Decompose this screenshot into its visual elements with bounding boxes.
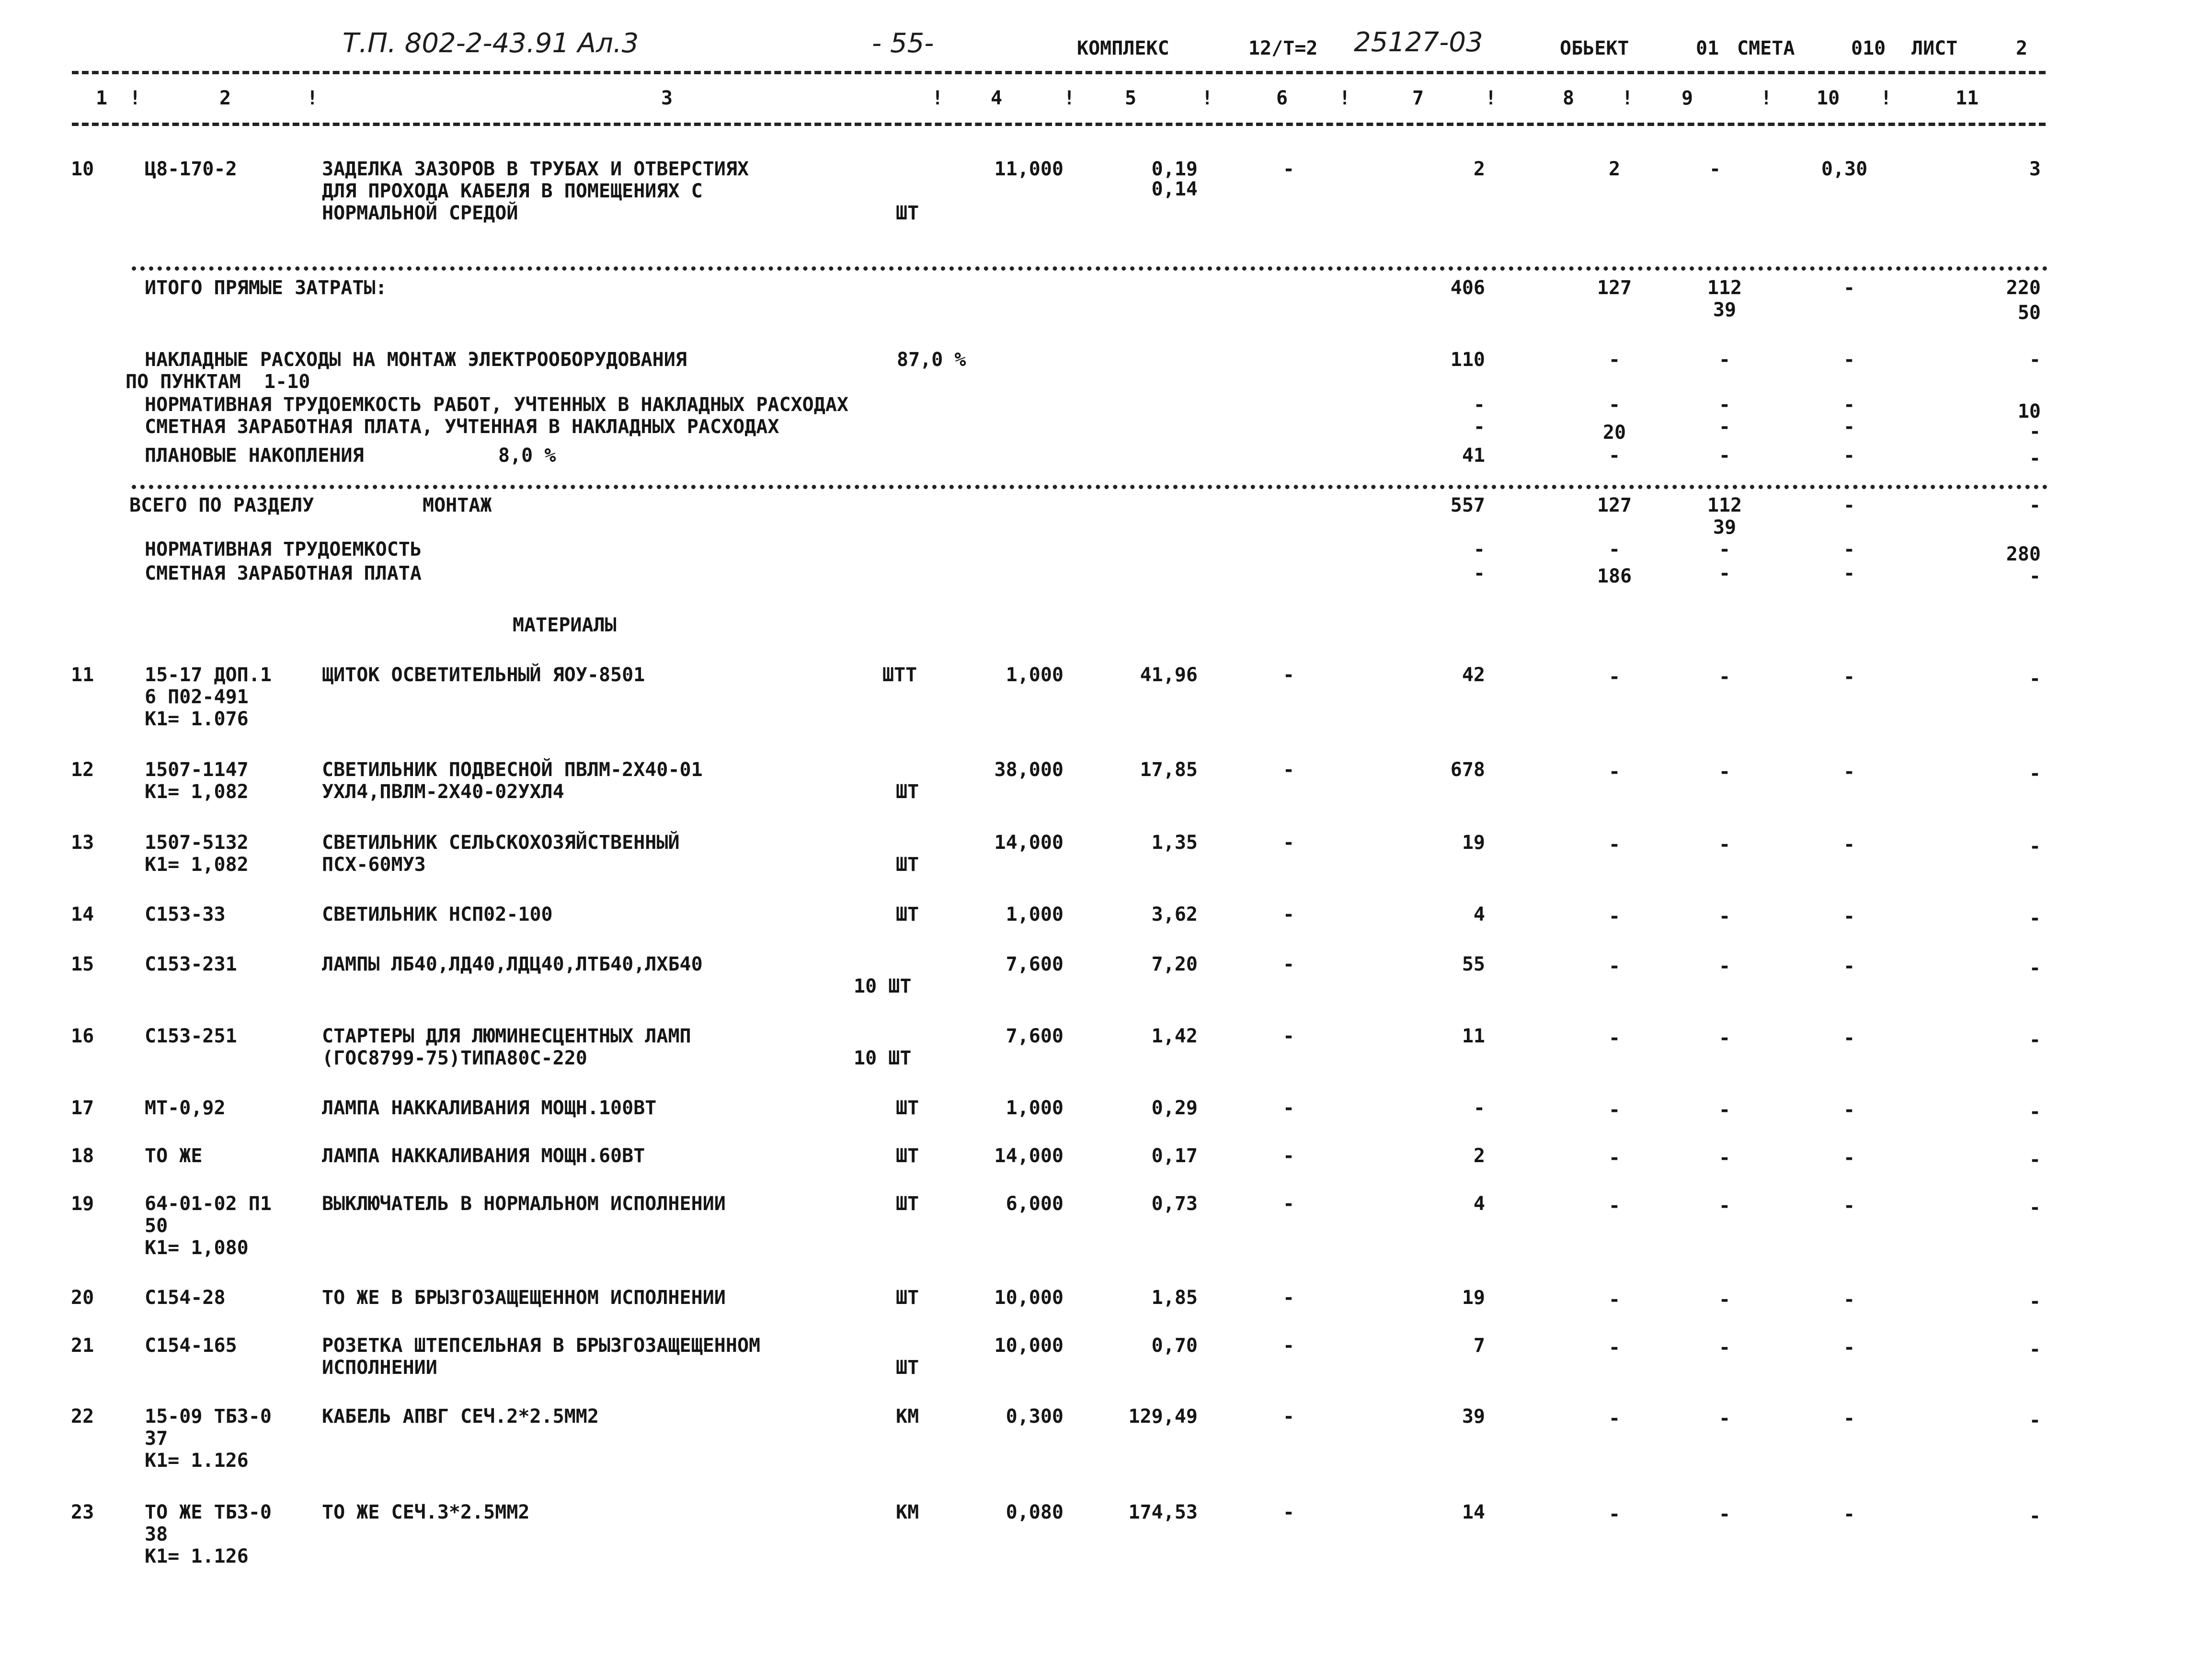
row-unit: КМ	[896, 1406, 919, 1428]
row-quantity: 10,000	[994, 1335, 1064, 1357]
row-unit: ШТ	[896, 1145, 919, 1167]
row-unit-price: 7,20	[1151, 953, 1198, 975]
row-unit: 10 ШТ	[854, 1047, 912, 1069]
row-unit: ШТ	[896, 202, 919, 224]
cell-col10: -	[1843, 834, 1855, 856]
row-unit: ШТ	[896, 903, 919, 926]
row-code: 64-01-02 П1	[145, 1193, 272, 1215]
cell-col11: -	[2029, 907, 2041, 929]
wage-total-label: СМЕТНАЯ ЗАРАБОТНАЯ ПЛАТА	[145, 562, 422, 584]
row-quantity: 14,000	[994, 832, 1064, 854]
row-code: 15-17 ДОП.1	[145, 664, 272, 686]
col-separator: !	[129, 87, 141, 109]
row-code: С153-33	[145, 903, 226, 926]
wage-overhead-col10: -	[1843, 416, 1855, 438]
col-number: 4	[991, 87, 1003, 109]
cell-col11: -	[2029, 1149, 2041, 1171]
row-unit-price-wages: 0,14	[1151, 178, 1198, 200]
col-separator: !	[1761, 87, 1773, 109]
row-description: СВЕТИЛЬНИК НСП02-100	[322, 903, 553, 926]
norm-labor-col10: -	[1843, 538, 1855, 560]
row-number: 23	[71, 1501, 94, 1523]
sheet-label: ЛИСТ	[1911, 37, 1958, 59]
smeta-value: 010	[1851, 37, 1886, 59]
norm-overhead-col10: -	[1843, 394, 1855, 416]
row-quantity: 1,000	[1006, 664, 1064, 686]
cell-col11: -	[2029, 1338, 2041, 1360]
row-code: К1= 1.126	[145, 1450, 249, 1472]
row-unit: ШТ	[896, 1357, 919, 1379]
row-unit-price: 41,96	[1140, 664, 1198, 686]
cell-col11: -	[2029, 1505, 2041, 1527]
row-description: ТО ЖЕ В БРЫЗГОЗАЩЕЩЕННОМ ИСПОЛНЕНИИ	[322, 1287, 726, 1309]
row-description: ПСХ-60МУ3	[322, 854, 426, 876]
row-code: 1507-5132	[145, 832, 249, 854]
col-separator: !	[1201, 87, 1213, 109]
wage-total-col9: -	[1718, 562, 1731, 584]
vsego-col8: 127	[1597, 494, 1632, 516]
row-unit: КМ	[896, 1501, 919, 1523]
row-code: 15-09 ТБ3-0	[145, 1406, 272, 1428]
row-description: ВЫКЛЮЧАТЕЛЬ В НОРМАЛЬНОМ ИСПОЛНЕНИИ	[322, 1193, 726, 1215]
cell-col6: -	[1282, 903, 1295, 926]
col-number: 1	[96, 87, 108, 109]
row-quantity: 7,600	[1006, 953, 1064, 975]
row-number: 20	[71, 1287, 94, 1309]
vsego-label: ВСЕГО ПО РАЗДЕЛУ	[129, 494, 314, 516]
cell-col6: -	[1282, 1406, 1295, 1428]
row-code: С153-251	[145, 1025, 237, 1047]
cell-col9: -	[1718, 1027, 1731, 1049]
row-code: 38	[145, 1523, 168, 1545]
row-code: Ц8-170-2	[145, 158, 237, 180]
plan-savings-col11: -	[2029, 447, 2041, 469]
cell-col8: -	[1608, 666, 1621, 688]
col-number: 9	[1681, 87, 1693, 109]
norm-labor-col8: -	[1608, 538, 1621, 560]
cell-col11: -	[2029, 1101, 2041, 1123]
row-description: СВЕТИЛЬНИК ПОДВЕСНОЙ ПВЛМ-2Х40-01	[322, 759, 703, 781]
row-unit-price: 0,73	[1151, 1193, 1198, 1215]
row-description: УХЛ4,ПВЛМ-2Х40-02УХЛ4	[322, 781, 564, 803]
cell-col11: -	[2029, 1029, 2041, 1051]
norm-overhead-col8: -	[1608, 394, 1621, 416]
norm-overhead-col7: -	[1473, 394, 1485, 416]
row-quantity: 1,000	[1006, 903, 1064, 926]
cell-col8: -	[1608, 1195, 1621, 1217]
cell-col9: -	[1718, 761, 1731, 783]
cell-col10: -	[1843, 1503, 1855, 1525]
row-unit-price: 17,85	[1140, 759, 1198, 781]
overhead-percent: 87,0 %	[897, 349, 966, 371]
itogo-col8: 127	[1597, 277, 1632, 299]
col-separator: !	[1485, 87, 1497, 109]
row-quantity: 7,600	[1006, 1025, 1064, 1047]
row-unit-price: 0,29	[1151, 1097, 1198, 1119]
cell-col8: -	[1608, 834, 1621, 856]
cell-col10: -	[1843, 666, 1855, 688]
row-code: 50	[145, 1215, 168, 1237]
cell-col9: -	[1718, 834, 1731, 856]
row-code: ТО ЖЕ	[145, 1145, 203, 1167]
wage-overhead-col9: -	[1718, 416, 1731, 438]
wage-overhead-col11: -	[2029, 421, 2041, 443]
cell-col7: 19	[1462, 1287, 1485, 1309]
row-unit-price: 1,35	[1151, 832, 1198, 854]
vsego-col9-sub: 39	[1713, 516, 1737, 538]
row-code: С154-165	[145, 1335, 237, 1357]
itogo-label: ИТОГО ПРЯМЫЕ ЗАТРАТЫ:	[145, 277, 387, 299]
wage-total-col10: -	[1843, 562, 1855, 584]
cell-col6: -	[1282, 1501, 1295, 1523]
row-number: 22	[71, 1406, 94, 1428]
row-code: МТ-0,92	[145, 1097, 226, 1119]
norm-labor-col11: 280	[2006, 543, 2041, 565]
row-description: ДЛЯ ПРОХОДА КАБЕЛЯ В ПОМЕЩЕНИЯХ С	[322, 180, 703, 202]
cell-col7: -	[1473, 1097, 1485, 1119]
cell-col8: 2	[1608, 158, 1621, 180]
row-number: 17	[71, 1097, 94, 1119]
cell-col11: -	[2029, 668, 2041, 690]
cell-col6: -	[1282, 1025, 1295, 1047]
cell-col9: -	[1718, 1337, 1731, 1359]
row-code: К1= 1,082	[145, 854, 249, 876]
plan-savings-label: ПЛАНОВЫЕ НАКОПЛЕНИЯ	[145, 445, 364, 467]
row-unit: 10 ШТ	[854, 975, 912, 997]
row-code: К1= 1.076	[145, 708, 249, 730]
cell-col6: -	[1282, 953, 1295, 975]
cell-col9: -	[1718, 1147, 1731, 1169]
itogo-col7: 406	[1450, 277, 1485, 299]
col-separator: !	[932, 87, 944, 109]
row-quantity: 0,300	[1006, 1406, 1064, 1428]
row-number: 19	[71, 1193, 94, 1215]
vsego-col9: 112	[1707, 494, 1742, 516]
handwritten-doc-ref: Т.П. 802-2-43.91 Ал.3	[343, 28, 639, 59]
cell-col6: -	[1282, 1097, 1295, 1119]
col-separator: !	[1622, 87, 1634, 109]
row-quantity: 0,080	[1006, 1501, 1064, 1523]
cell-col9: -	[1718, 955, 1731, 977]
dotted-rule	[132, 485, 2048, 489]
row-number: 10	[71, 158, 94, 180]
norm-overhead-label: НОРМАТИВНАЯ ТРУДОЕМКОСТЬ РАБОТ, УЧТЕННЫХ В НАКЛАДНЫХ РАСХОДАХ	[145, 394, 849, 416]
row-unit: ШТТ	[882, 664, 917, 686]
row-code: С154-28	[145, 1287, 226, 1309]
row-description: СТАРТЕРЫ ДЛЯ ЛЮМИНЕСЦЕНТНЫХ ЛАМП	[322, 1025, 691, 1047]
materials-heading: МАТЕРИАЛЫ	[513, 614, 617, 636]
col-separator: !	[307, 87, 319, 109]
itogo-col9-sub: 39	[1713, 299, 1737, 321]
row-description: (ГОС8799-75)ТИПА80С-220	[322, 1047, 587, 1069]
norm-overhead-col11: 10	[2017, 400, 2041, 423]
row-description: ТО ЖЕ СЕЧ.3*2.5ММ2	[322, 1501, 530, 1523]
cell-col10: -	[1843, 1027, 1855, 1049]
vsego-col7: 557	[1450, 494, 1485, 516]
cell-col8: -	[1608, 761, 1621, 783]
overhead-col10: -	[1843, 349, 1855, 371]
row-unit-price: 0,70	[1151, 1335, 1198, 1357]
overhead-items: ПО ПУНКТАМ 1-10	[126, 371, 310, 393]
sheet-value: 2	[2016, 37, 2028, 59]
top-rule	[72, 71, 2046, 74]
wage-overhead-label: СМЕТНАЯ ЗАРАБОТНАЯ ПЛАТА, УЧТЕННАЯ В НАКЛАДНЫХ РАСХОДАХ	[145, 416, 779, 438]
row-unit: ШТ	[896, 1287, 919, 1309]
cell-col8: -	[1608, 1289, 1621, 1311]
object-value: 01	[1696, 37, 1719, 59]
cell-col9: -	[1718, 1407, 1731, 1429]
cell-col7: 2	[1473, 1145, 1485, 1167]
row-number: 21	[71, 1335, 94, 1357]
cell-col10: 0,30	[1821, 158, 1868, 180]
cell-col8: -	[1608, 905, 1621, 927]
cell-col6: -	[1282, 1193, 1295, 1215]
row-code: ТО ЖЕ ТБ3-0	[145, 1501, 272, 1523]
cell-col9: -	[1718, 1503, 1731, 1525]
row-description: ИСПОЛНЕНИИ	[322, 1357, 437, 1379]
row-quantity: 1,000	[1006, 1097, 1064, 1119]
cell-col9: -	[1718, 1195, 1731, 1217]
row-unit-price: 1,42	[1151, 1025, 1198, 1047]
norm-labor-col7: -	[1473, 538, 1485, 560]
row-description: ЛАМПА НАККАЛИВАНИЯ МОЩН.100ВТ	[322, 1097, 657, 1119]
cell-col6: -	[1282, 832, 1295, 854]
cell-col10: -	[1843, 905, 1855, 927]
row-number: 14	[71, 903, 94, 926]
row-number: 12	[71, 759, 94, 781]
col-number: 11	[1956, 87, 1979, 109]
wage-total-col7: -	[1473, 562, 1485, 584]
overhead-col9: -	[1718, 349, 1731, 371]
wage-total-col8: 186	[1597, 565, 1632, 587]
cell-col6: -	[1282, 1335, 1295, 1357]
dotted-rule	[132, 266, 2048, 271]
cell-col8: -	[1608, 955, 1621, 977]
cell-col7: 4	[1473, 903, 1485, 926]
cell-col10: -	[1843, 1147, 1855, 1169]
cell-col10: -	[1843, 1289, 1855, 1311]
wage-overhead-col7: -	[1473, 416, 1485, 438]
cell-col9: -	[1709, 158, 1721, 180]
row-unit-price: 0,17	[1151, 1145, 1198, 1167]
row-description: КАБЕЛЬ АПВГ СЕЧ.2*2.5ММ2	[322, 1406, 599, 1428]
kompleks-label: КОМПЛЕКС	[1077, 37, 1169, 59]
cell-col7: 55	[1462, 953, 1485, 975]
overhead-col11: -	[2029, 349, 2041, 371]
cell-col7: 19	[1462, 832, 1485, 854]
cell-col6: -	[1282, 158, 1295, 180]
cell-col11: -	[2029, 1409, 2041, 1431]
cell-col9: -	[1718, 666, 1731, 688]
col-number: 2	[219, 87, 231, 109]
row-number: 16	[71, 1025, 94, 1047]
row-unit: ШТ	[896, 1193, 919, 1215]
overhead-col7: 110	[1450, 349, 1485, 371]
cell-col11: -	[2029, 835, 2041, 857]
cell-col10: -	[1843, 761, 1855, 783]
itogo-col11-sub: 50	[2017, 302, 2041, 324]
col-number: 3	[661, 87, 673, 109]
row-quantity: 14,000	[994, 1145, 1064, 1167]
plan-savings-col7: 41	[1462, 445, 1485, 467]
wage-total-col11: -	[2029, 565, 2041, 587]
cell-col7: 14	[1462, 1501, 1485, 1523]
row-number: 18	[71, 1145, 94, 1167]
overhead-col8: -	[1608, 349, 1621, 371]
object-label: ОБЬЕКТ	[1560, 37, 1629, 59]
cell-col10: -	[1843, 1337, 1855, 1359]
row-unit: ШТ	[896, 781, 919, 803]
cell-col7: 2	[1473, 158, 1485, 180]
norm-labor-label: НОРМАТИВНАЯ ТРУДОЕМКОСТЬ	[145, 538, 422, 560]
col-number: 6	[1276, 87, 1288, 109]
row-quantity: 38,000	[994, 759, 1064, 781]
cell-col9: -	[1718, 1099, 1731, 1121]
cell-col7: 39	[1462, 1406, 1485, 1428]
vsego-col11: -	[2029, 494, 2041, 516]
row-code: 6 П02-491	[145, 686, 249, 708]
cell-col11: -	[2029, 1197, 2041, 1219]
row-unit-price: 3,62	[1151, 903, 1198, 926]
col-number: 7	[1412, 87, 1424, 109]
row-quantity: 6,000	[1006, 1193, 1064, 1215]
cell-col11: -	[2029, 957, 2041, 979]
plan-savings-col10: -	[1843, 445, 1855, 467]
row-code: К1= 1,082	[145, 781, 249, 803]
row-description: ЛАМПЫ ЛБ40,ЛД40,ЛДЦ40,ЛТБ40,ЛХБ40	[322, 953, 703, 975]
cell-col7: 678	[1450, 759, 1485, 781]
row-description: СВЕТИЛЬНИК СЕЛЬСКОХОЗЯЙСТВЕННЫЙ	[322, 832, 680, 854]
cell-col8: -	[1608, 1407, 1621, 1429]
cell-col8: -	[1608, 1027, 1621, 1049]
row-unit: ШТ	[896, 1097, 919, 1119]
wage-overhead-col8: 20	[1602, 422, 1626, 444]
plan-savings-percent: 8,0 %	[498, 445, 556, 467]
handwritten-code: 25127-03	[1354, 27, 1483, 58]
kompleks-value: 12/Т=2	[1248, 37, 1318, 59]
norm-labor-col9: -	[1718, 538, 1731, 560]
row-unit-price: 129,49	[1128, 1406, 1198, 1428]
cell-col7: 7	[1473, 1335, 1485, 1357]
cell-col8: -	[1608, 1147, 1621, 1169]
cell-col7: 42	[1462, 664, 1485, 686]
plan-savings-col8: -	[1608, 445, 1621, 467]
col-separator: !	[1880, 87, 1892, 109]
cell-col8: -	[1608, 1099, 1621, 1121]
row-number: 15	[71, 953, 94, 975]
col-separator: !	[1339, 87, 1351, 109]
overhead-label: НАКЛАДНЫЕ РАСХОДЫ НА МОНТАЖ ЭЛЕКТРООБОРУДОВАНИЯ	[145, 349, 687, 371]
row-description: НОРМАЛЬНОЙ СРЕДОЙ	[322, 202, 518, 224]
row-quantity: 11,000	[994, 158, 1064, 180]
row-code: 1507-1147	[145, 759, 249, 781]
cell-col11: -	[2029, 763, 2041, 785]
cell-col8: -	[1608, 1503, 1621, 1525]
row-description: РОЗЕТКА ШТЕПСЕЛЬНАЯ В БРЫЗГОЗАЩЕЩЕННОМ	[322, 1335, 761, 1357]
cell-col10: -	[1843, 1099, 1855, 1121]
vsego-col10: -	[1843, 494, 1855, 516]
cell-col6: -	[1282, 1145, 1295, 1167]
cell-col6: -	[1282, 664, 1295, 686]
row-code: К1= 1,080	[145, 1237, 249, 1259]
itogo-col11: 220	[2006, 277, 2041, 299]
vsego-section: МОНТАЖ	[423, 494, 492, 516]
col-number: 8	[1563, 87, 1575, 109]
row-unit-price: 0,19	[1151, 158, 1198, 180]
handwritten-page-number: - 55-	[872, 28, 934, 59]
row-number: 11	[71, 664, 94, 686]
row-unit-price: 1,85	[1151, 1287, 1198, 1309]
cell-col10: -	[1843, 1195, 1855, 1217]
cell-col7: 11	[1462, 1025, 1485, 1047]
smeta-label: СМЕТА	[1737, 37, 1795, 59]
cell-col8: -	[1608, 1337, 1621, 1359]
itogo-col10: -	[1843, 277, 1855, 299]
itogo-col9: 112	[1707, 277, 1742, 299]
row-unit-price: 174,53	[1128, 1501, 1198, 1523]
row-quantity: 10,000	[994, 1287, 1064, 1309]
row-unit: ШТ	[896, 854, 919, 876]
cell-col7: 4	[1473, 1193, 1485, 1215]
norm-overhead-col9: -	[1718, 394, 1731, 416]
header-rule	[72, 123, 2046, 126]
cell-col6: -	[1282, 759, 1295, 781]
cell-col11: -	[2029, 1291, 2041, 1313]
row-number: 13	[71, 832, 94, 854]
row-description: ЩИТОК ОСВЕТИТЕЛЬНЫЙ ЯОУ-8501	[322, 664, 645, 686]
row-code: 37	[145, 1428, 168, 1450]
col-number: 5	[1125, 87, 1137, 109]
cell-col9: -	[1718, 1289, 1731, 1311]
cell-col6: -	[1282, 1287, 1295, 1309]
plan-savings-col9: -	[1718, 445, 1731, 467]
col-separator: !	[1064, 87, 1075, 109]
row-description: ЗАДЕЛКА ЗАЗОРОВ В ТРУБАХ И ОТВЕРСТИЯХ	[322, 158, 749, 180]
col-number: 10	[1817, 87, 1840, 109]
row-code: С153-231	[145, 953, 237, 975]
row-description: ЛАМПА НАККАЛИВАНИЯ МОЩН.60ВТ	[322, 1145, 645, 1167]
cell-col10: -	[1843, 1407, 1855, 1429]
cell-col9: -	[1718, 905, 1731, 927]
cell-col10: -	[1843, 955, 1855, 977]
row-code: К1= 1.126	[145, 1545, 249, 1567]
cell-col11: 3	[2029, 158, 2041, 180]
